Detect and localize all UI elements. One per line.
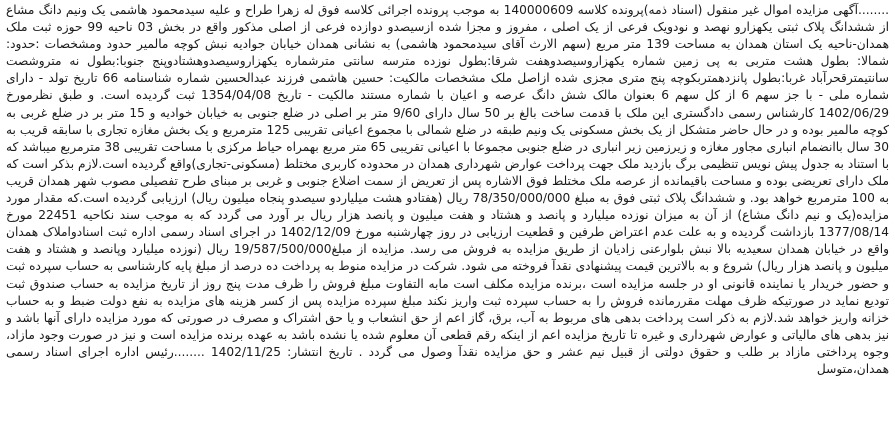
notice-body-text: ........آگهی مزایده اموال غیر منقول (اسناد ذمه)پرونده کلاسه 140000609 به موجب پرونده اجرائی کلاسه فوق له زهرا طراح و علیه سیدمحمود هاشمی یک ونیم دانگ مشاع از ششدانگ پلاک ثبتی یکهزارو نهصد و نودویک فرعی از یک اصلی ، مفروز و مجزا شده ازسیصدو دوازده فرعی از اصلی مذکور واقع در بخش 03 ناحیه 99 حوزه ثبت ملک همدان-ناحیه یک استان همدان به مساحت 139 متر مربع (سهم الارث آقای سیدمحمود هاشمی) به نشانی همدان خیابان جوادیه نبش کوچه مالمیر حدود ومشخصات :حدود: شمالا: بطول هشت متربی به پی زمین شماره یکهزاروسیصدوهفت شرقا:بطول نوزده مترسه سانتی مترشماره یکهزاروسیصدوهشتادوپنج جنوبا:بطول نه متروشصت سانتیمترقحرآباد غربا:بطول پانزدهمتربکوچه پنج متری مجزی شده ازاصل ملک مشخصات مالکیت: حسین هاشمی فرزند عبدالحسین شماره شناسنامه 66 تاریخ تولد - دارای شماره ملی - با جز سهم 6 از کل سهم 6 بعنوان مالک شش دانگ عرصه و اعیان با شماره مستند مالکیت - تاریخ 1354/04/08 ثبت گردیده است. و طبق نظرمورخ 1402/06/29 کارشناس رسمی دادگستری این ملک با قدمت ساخت بالغ بر 50 سال دارای 9/60 متر بر اصلی در ضلع جنوبی به خیابان خوادیه و 15 متر بر در ضلع غربی به کوچه مالمیر بوده و در حال حاضر متشکل از یک بخش مسکونی یک ونیم طبقه در ضلع شمالی با مجموع اعیانی تقریبی 125 مترمربع و یک بخش مغازه تجاری با سابقه قریب به 30 سال باانضمام انباری مجاور مغازه و زیرزمین زیر انباری در ضلع جنوبی مجموعا با اعیانی تقریبی 65 متر مربع بهمراه حیاط مرکزی با مساحت تقریبی 38 مترمربع میباشد که با استناد به جدول پیش نویس تنظیمی برگ بازدید ملک جهت پرداخت عوارض شهرداری همدان در محدوده کاربری مختلط (مسکونی-تجاری)واقع گردیده است.لازم بذکر است که ملک دارای تعریضی بوده و مساحت باقیمانده از عرصه ملک مختلط فوق الاشاره پس از تعریض از سمت اضلاع جنوبی و غربی بر مبنای طرح تفصیلی مصوب شهر همدان قریب به 100 مترمربع خواهد بود. و ششدانگ پلاک ثبتی فوق به مبلغ 78/350/000/000 ریال (هفتادو هشت میلیاردو سیصدو پنجاه میلیون ریال) ارزیابی گردیده است.که مقدار مورد مزایده(یک و نیم دانگ مشاع) از آن به میزان نوزده میلیارد و پانصد و هشتاد و هفت میلیون و پانصد هزار ریال بر آورد می گردد که به موجب سند نکاحیه 22451 مورخ 1377/08/14 بازداشت گردیده و به علت عدم اعتراض طرفین و قطعیت ارزیابی در روز چهارشنبه مورخ 1402/12/09 در اجرای اسناد رسمی اداره ثبت اسنادواملاک همدان واقع در خیابان همدان سعیدیه بالا نبش بلوارعنی زادیان از طریق مزایده به فروش می رسد. مزایده از مبلغ19/587/500/000 ریال (نوزده میلیارد وپانصد و هشتاد و هفت میلیون و پانصد هزار ریال) شروع و به بالاترین قیمت پیشنهادی نقدآ فروخته می شود. شرکت در مزایده منوط به پرداخت ده درصد از مبلغ پایه کارشناسی به حساب سپرده ثبت و حضور خریدار یا نماینده قانونی او در جلسه مزایده است ،برنده مزایده مکلف است مابه التفاوت مبلغ فروش را ظرف مدت پنج روز از تاریخ مزایده به حساب صندوق ثبت تودیع نماید در صورتیکه ظرف مهلت مقررمانده فروش را به حساب سپرده ثبت واریز نکند مبلغ سپرده مزایده پس از کسر هزینه های مزایده به نفع دولت ضبط و به حساب خزانه واریز خواهد شد.لازم به ذکر است پرداخت بدهی های مربوط به آب، برق، گاز اعم از حق انشعاب و یا حق اشتراک و مصرف در صورتی که مورد مزایده دارای آنها باشد و نیز بدهی های مالیاتی و عوارض شهرداری و غیره تا تاریخ مزایده اعم از اینکه رقم قطعی آن معلوم شده یا نشده باشد به عهده برنده مزایده است و نیز در صورت وجود مازاد، وجوه پرداختی مازاد بر طلب و حقوق دولتی از قبیل نیم عشر و حق مزایده نقدآ وصول می گردد . تاریخ انتشار: 1402/11/25 ........رئیس اداره اجرای اسناد رسمی همدان،متوسل xyxy=(6,3,890,376)
